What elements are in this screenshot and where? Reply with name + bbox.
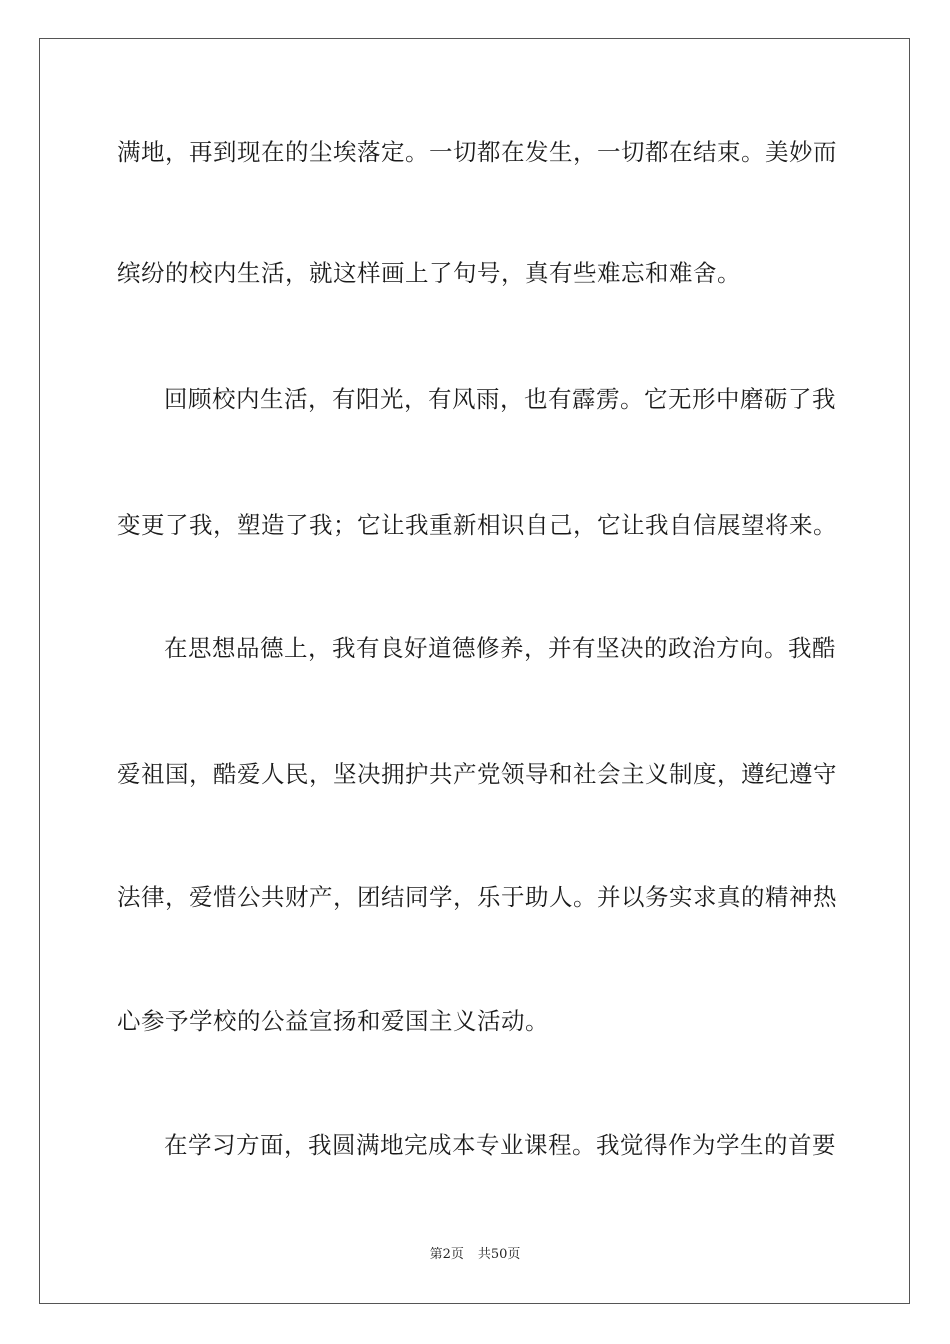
- page-total: 共50页: [477, 1247, 521, 1262]
- text-line-1: 满地，再到现在的尘埃落定。一切都在发生，一切都在结束。美妙而: [117, 138, 837, 166]
- text-line-3: 回顾校内生活，有阳光，有风雨，也有霹雳。它无形中磨砺了我: [164, 385, 836, 413]
- text-line-6: 爱祖国，酷爱人民，坚决拥护共产党领导和社会主义制度，遵纪遵守: [117, 760, 837, 788]
- page-frame: [39, 38, 910, 1304]
- text-line-2: 缤纷的校内生活，就这样画上了句号，真有些难忘和难舍。: [117, 259, 741, 287]
- text-line-5: 在思想品德上，我有良好道德修养，并有坚决的政治方向。我酷: [164, 634, 836, 662]
- page-number: 第2页: [429, 1247, 464, 1262]
- text-line-7: 法律，爱惜公共财产，团结同学，乐于助人。并以务实求真的精神热: [117, 883, 837, 911]
- text-line-8: 心参予学校的公益宣扬和爱国主义活动。: [117, 1007, 549, 1035]
- text-line-9: 在学习方面，我圆满地完成本专业课程。我觉得作为学生的首要: [164, 1131, 836, 1159]
- page-footer: [0, 1246, 950, 1264]
- text-line-4: 变更了我，塑造了我；它让我重新相识自己，它让我自信展望将来。: [117, 511, 837, 539]
